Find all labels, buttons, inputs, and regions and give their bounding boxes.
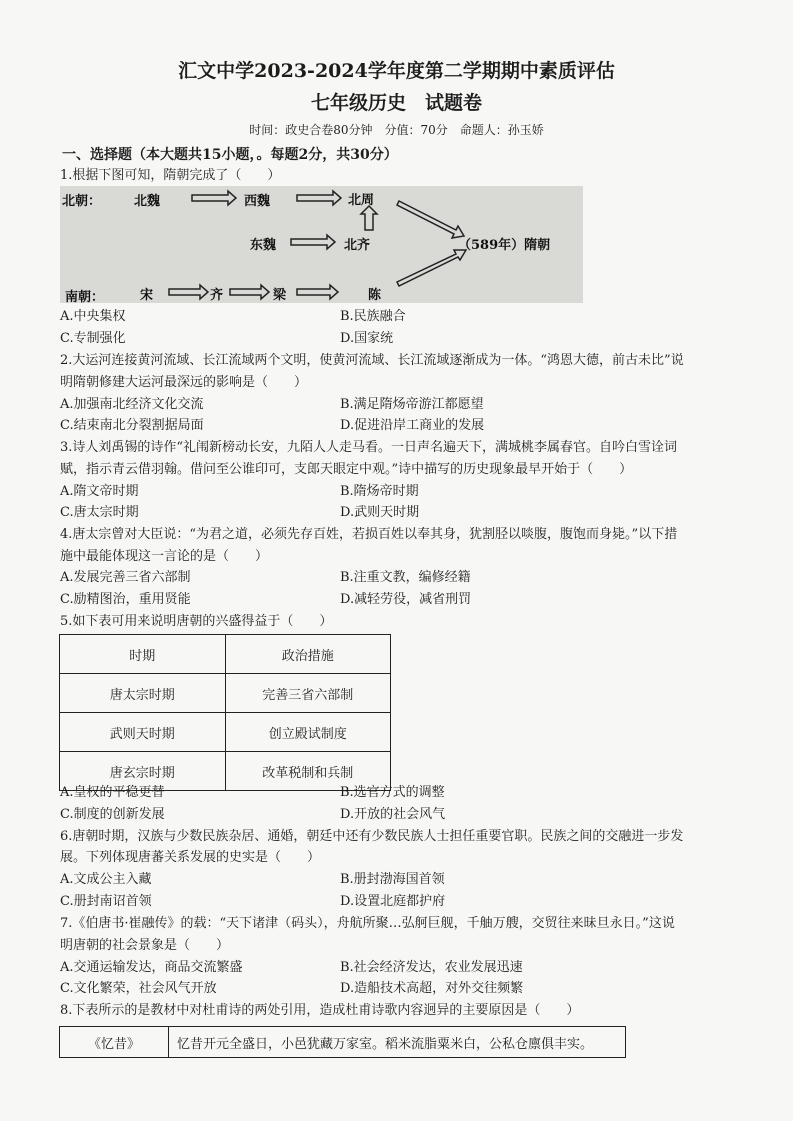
south-dynasties-label: 南朝： bbox=[65, 290, 105, 303]
q1-option-c: C.专制强化 bbox=[60, 331, 126, 346]
question-7-line1: 7.《伯唐书·崔融传》的载：“天下诸津（码头），舟航所聚…弘舸巨舰，千舳万艘，交贸往来昧旦永日。”这说 bbox=[60, 916, 675, 931]
exam-meta: 时间：政史合卷80分钟 分值：70分 命题人：孙玉娇 bbox=[249, 123, 544, 137]
table-row bbox=[60, 713, 391, 752]
table-cell-title: 《忆昔》 bbox=[60, 1027, 169, 1058]
q2-option-a: A.加强南北经济文化交流 bbox=[60, 397, 204, 412]
q3-option-a: A.隋文帝时期 bbox=[60, 484, 139, 499]
q3-option-c: C.唐太宗时期 bbox=[60, 505, 139, 520]
q6-option-c: C.册封南诏首领 bbox=[60, 894, 152, 909]
q2-option-b: B.满足隋炀帝游江都愿望 bbox=[340, 397, 484, 412]
beiwei-label: 北魏 bbox=[134, 194, 161, 209]
question-4-line1: 4.唐太宗曾对大臣说：“为君之道，必须先存百姓，若损百姓以奉其身，犹割胫以啖腹，腹饱而身毙。”以下措 bbox=[60, 527, 678, 542]
table-cell: 完善三省六部制 bbox=[225, 674, 391, 713]
table-cell-text: 忆昔开元全盛日，小邑犹藏万家室。稻米流脂粟米白，公私仓廪俱丰实。 bbox=[169, 1027, 626, 1058]
q2-option-d: D.促进沿岸工商业的发展 bbox=[340, 418, 485, 433]
q1-option-a: A.中央集权 bbox=[60, 309, 126, 324]
question-6-line2: 展。下列体现唐蕃关系发展的史实是（ ） bbox=[60, 850, 321, 865]
table-header-cell: 政治措施 bbox=[225, 635, 391, 674]
q7-option-d: D.造船技术高超，对外交往频繁 bbox=[340, 981, 524, 996]
table-row bbox=[60, 674, 391, 713]
q6-option-b: B.册封渤海国首领 bbox=[340, 872, 445, 887]
q4-option-b: B.注重文教，编修经籍 bbox=[340, 570, 471, 585]
q1-option-b: B.民族融合 bbox=[340, 309, 406, 324]
question-6-line1: 6.唐朝时期，汉族与少数民族杂居、通婚，朝廷中还有少数民族人士担任重要官职。民族之间的交融进一步发 bbox=[60, 829, 684, 844]
q6-option-d: D.设置北庭都护府 bbox=[340, 894, 446, 909]
q5-option-a: A.皇权的平稳更替 bbox=[60, 785, 165, 800]
question-7-line2: 明唐朝的社会景象是（ ） bbox=[60, 938, 230, 953]
q7-option-b: B.社会经济发达，农业发展迅速 bbox=[340, 960, 523, 975]
q4-option-a: A.发展完善三省六部制 bbox=[60, 570, 191, 585]
question-2-line1: 2.大运河连接黄河流域、长江流域两个文明，使黄河流域、长江流域逐渐成为一体。“鸿恩大德，前古未比”说 bbox=[60, 353, 684, 368]
qi-label: 齐 bbox=[210, 288, 224, 303]
exam-title: 汇文中学2023-2024学年度第二学期期中素质评估 bbox=[178, 60, 615, 82]
q3-option-d: D.武则天时期 bbox=[340, 505, 420, 520]
q4-option-d: D.减轻劳役，减省刑罚 bbox=[340, 592, 472, 607]
question-3-line1: 3.诗人刘禹锡的诗作“礼闱新榜动长安，九陌人人走马看。一日声名遍天下，满城桃李属春官。自吟白雪诠词 bbox=[60, 440, 678, 455]
song-label: 宋 bbox=[140, 288, 154, 303]
q2-option-c: C.结束南北分裂割据局面 bbox=[60, 418, 204, 433]
question-8-stem: 8.下表所示的是教材中对杜甫诗的两处引用，造成杜甫诗歌内容迥异的主要原因是（ ） bbox=[60, 1003, 580, 1018]
table-cell: 创立殿试制度 bbox=[225, 713, 391, 752]
q4-option-c: C.励精图治，重用贤能 bbox=[60, 592, 191, 607]
q5-option-d: D.开放的社会风气 bbox=[340, 807, 446, 822]
table-cell: 唐玄宗时期 bbox=[60, 752, 226, 791]
table-cell: 唐太宗时期 bbox=[60, 674, 226, 713]
liang-label: 梁 bbox=[273, 288, 287, 303]
question-5-stem: 5.如下表可用来说明唐朝的兴盛得益于（ ） bbox=[60, 614, 333, 629]
question-1-stem: 1.根据下图可知，隋朝完成了（ ） bbox=[60, 168, 281, 183]
section-heading: 一、选择题（本大题共15小题，。每题2分，共30分） bbox=[62, 147, 398, 163]
table-header-cell: 时期 bbox=[60, 635, 226, 674]
q1-option-d: D.国家统 bbox=[340, 331, 394, 346]
table-cell: 改革税制和兵制 bbox=[225, 752, 391, 791]
north-dynasties-label: 北朝： bbox=[62, 194, 102, 209]
beizhou-label: 北周 bbox=[348, 193, 375, 208]
dongwei-label: 东魏 bbox=[250, 238, 277, 253]
q5-table bbox=[59, 634, 391, 791]
beiqi-label: 北齐 bbox=[344, 238, 371, 253]
question-2-line2: 明隋朝修建大运河最深远的影响是（ ） bbox=[60, 375, 308, 390]
q7-option-a: A.交通运输发达，商品交流繁盛 bbox=[60, 960, 243, 975]
q5-option-c: C.制度的创新发展 bbox=[60, 807, 165, 822]
table-row bbox=[60, 1027, 626, 1058]
table-row bbox=[60, 635, 391, 674]
q5-option-b: B.选官方式的调整 bbox=[340, 785, 445, 800]
question-3-line2: 赋，指示青云借羽翰。借问至公谁印可，支郎天眼定中观。”诗中描写的历史现象最早开始于（ ） bbox=[60, 462, 633, 477]
sui-label: （589年）隋朝 bbox=[458, 238, 551, 253]
q3-option-b: B.隋炀帝时期 bbox=[340, 484, 419, 499]
q7-option-c: C.文化繁荣，社会风气开放 bbox=[60, 981, 217, 996]
question-4-line2: 施中最能体现这一言论的是（ ） bbox=[60, 549, 269, 564]
q8-table bbox=[59, 1026, 626, 1058]
q6-option-a: A.文成公主入藏 bbox=[60, 872, 152, 887]
exam-subtitle: 七年级历史 试题卷 bbox=[310, 92, 482, 114]
dynasty-diagram bbox=[60, 186, 583, 303]
table-cell: 武则天时期 bbox=[60, 713, 226, 752]
xiwei-label: 西魏 bbox=[244, 194, 271, 209]
chen-label: 陈 bbox=[368, 288, 382, 303]
